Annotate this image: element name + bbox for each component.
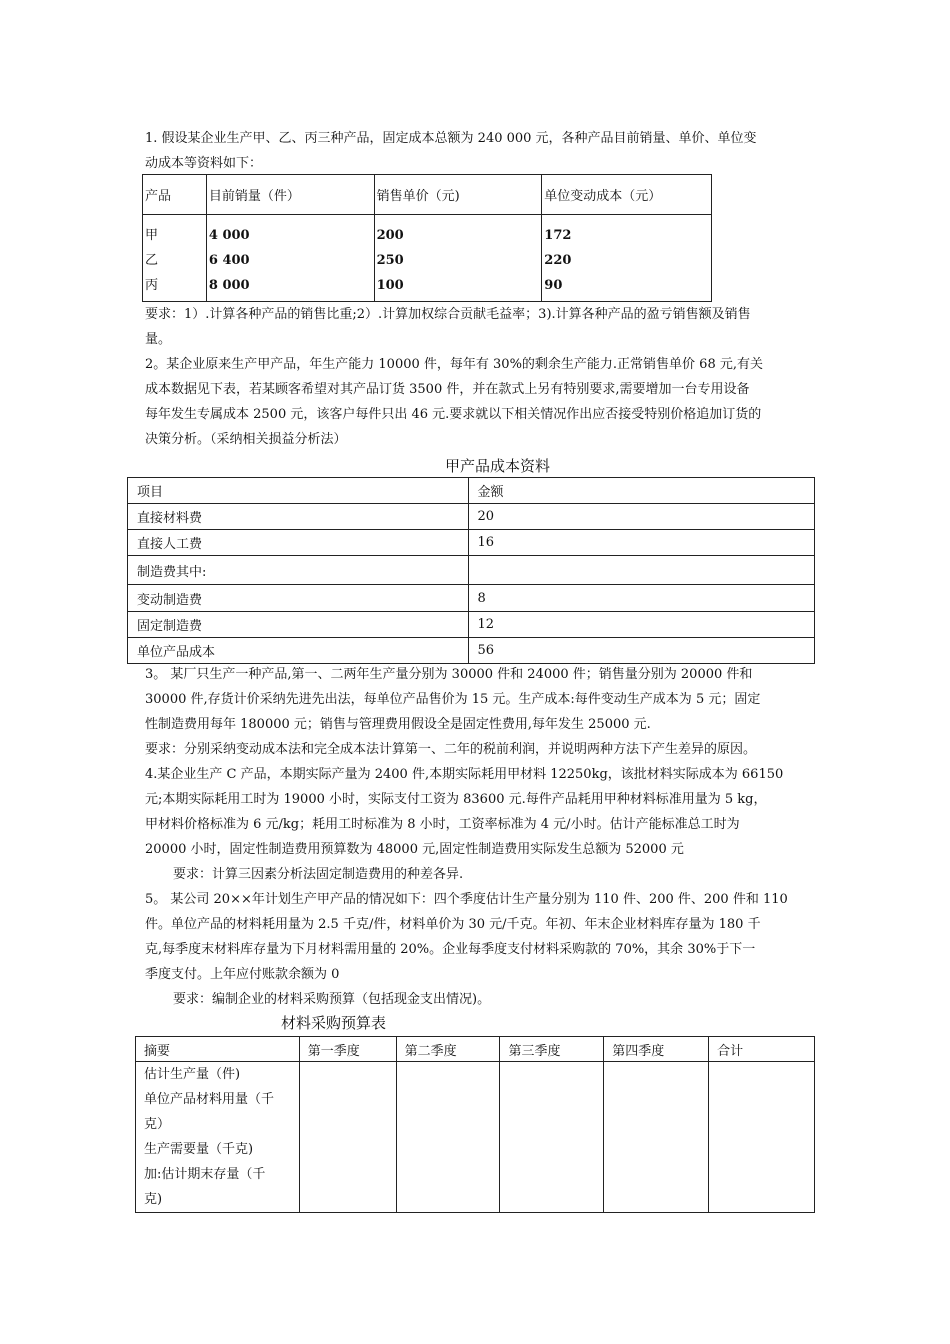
q5-items-cell: [136, 1062, 300, 1213]
q3-line4: 要求：分别采纳变动成本法和完全成本法计算第一、二年的税前利润，并说明两种方法下产生差异的原因。: [145, 742, 757, 757]
q2-amount-cell: [468, 556, 815, 585]
q1-price-value: 250: [376, 253, 404, 268]
q2-cost-table: [127, 477, 815, 664]
q2-line3: 每年发生专属成本 2500 元，该客户每件只出 46 元.要求就以下相关情况作出应否接受特别价格追加订货的: [145, 407, 762, 422]
q5-q2-cell: [396, 1062, 500, 1213]
q1-varcost-cell: [542, 215, 712, 302]
q5-header-q1: 第一季度: [299, 1037, 396, 1062]
q2-table-caption: 甲产品成本资料: [445, 457, 551, 475]
q5-table-caption: 材料采购预算表: [281, 1014, 387, 1032]
q5-header-summary: 摘要: [136, 1037, 300, 1062]
q3-line3: 性制造费用每年 180000 元；销售与管理费用假设全是固定性费用,每年发生 25000 元.: [145, 717, 651, 732]
table-row: [128, 530, 815, 556]
q5-item-label: 单位产品材料用量（千: [144, 1092, 275, 1107]
q1-header-cell: 目前销量（件）: [206, 175, 374, 215]
q5-item-label: 克): [144, 1192, 163, 1207]
q2-item-cell: 直接材料费: [128, 504, 469, 530]
q5-budget-table: [135, 1036, 815, 1213]
q5-q4-cell: [604, 1062, 709, 1213]
q5-header-total: 合计: [709, 1037, 815, 1062]
q1-line2: 动成本等资料如下：: [145, 156, 263, 171]
table-row: [128, 585, 815, 612]
q1-requirement-line1: 要求：1）.计算各种产品的销售比重;2）.计算加权综合贡献毛益率；3).计算各种产品的盈亏销售额及销售: [145, 307, 751, 322]
q2-header-amount: 金额: [468, 478, 815, 504]
q1-product-name: 丙: [145, 278, 159, 293]
q1-product-names-cell: [143, 215, 207, 302]
q4-line4: 20000 小时，固定性制造费用预算数为 48000 元,固定性制造费用实际发生总额为 52000 元: [145, 842, 684, 857]
q1-table-header-row: [143, 175, 712, 215]
q2-line2: 成本数据见下表，若某顾客希望对其产品订货 3500 件，并在款式上另有特别要求,需要增加一台专用设备: [145, 382, 750, 397]
q5-total-cell: [709, 1062, 815, 1213]
q4-line1: 4.某企业生产 C 产品，本期实际产量为 2400 件,本期实际耗用甲材料 12250kg，该批材料实际成本为 66150: [145, 767, 784, 782]
q1-header-cell: 产品: [143, 175, 207, 215]
q1-price-value: 200: [376, 228, 404, 243]
q5-q1-cell: [299, 1062, 396, 1213]
q1-varcost-value: 220: [544, 253, 572, 268]
q1-requirement-line2: 量。: [145, 332, 172, 347]
q1-price-value: 100: [376, 278, 404, 293]
table-row: [128, 612, 815, 638]
q1-volume-value: 6 400: [208, 253, 250, 268]
q1-line1: 1. 假设某企业生产甲、乙、丙三种产品，固定成本总额为 240 000 元，各种产品目前销量、单价、单位变: [145, 131, 757, 146]
q5-requirement: 要求：编制企业的材料采购预算（包括现金支出情况)。: [173, 992, 491, 1007]
q1-product-name: 乙: [145, 253, 159, 268]
q2-item-cell: 制造费其中:: [128, 556, 469, 585]
q4-line2: 元;本期实际耗用工时为 19000 小时，实际支付工资为 83600 元.每件产品耗用甲种材料标准用量为 5 kg，: [145, 792, 767, 807]
table-row: [128, 638, 815, 664]
q5-header-q3: 第三季度: [500, 1037, 604, 1062]
q2-item-cell: 直接人工费: [128, 530, 469, 556]
q3-line2: 30000 件,存货计价采纳先进先出法，每单位产品售价为 15 元。生产成本:每件变动生产成本为 5 元；固定: [145, 692, 761, 707]
q1-product-table: [142, 174, 712, 302]
q1-varcost-value: 172: [544, 228, 572, 243]
q5-line2: 件。单位产品的材料耗用量为 2.5 千克/件，材料单价为 30 元/千克。年初、年末企业材料库存量为 180 千: [145, 917, 761, 932]
q2-line1: 2。某企业原来生产甲产品，年生产能力 10000 件，每年有 30%的剩余生产能力.正常销售单价 68 元,有关: [145, 357, 763, 372]
table-row: [136, 1062, 815, 1213]
table-row: [128, 504, 815, 530]
q2-amount-cell: 56: [468, 638, 815, 664]
q5-item-label: 生产需要量（千克): [144, 1142, 254, 1157]
q1-price-cell: [374, 215, 542, 302]
table-row: [128, 556, 815, 585]
q2-table-header-row: [128, 478, 815, 504]
q1-product-name: 甲: [145, 228, 159, 243]
q2-amount-cell: 16: [468, 530, 815, 556]
q5-table-header-row: [136, 1037, 815, 1062]
q2-item-cell: 变动制造费: [128, 585, 469, 612]
q3-line1: 3。 某厂只生产一种产品,第一、二两年生产量分别为 30000 件和 24000 件；销售量分别为 20000 件和: [145, 667, 753, 682]
q2-item-cell: 固定制造费: [128, 612, 469, 638]
q2-amount-cell: 8: [468, 585, 815, 612]
q1-header-cell: 销售单价（元): [374, 175, 542, 215]
q4-line3: 甲材料价格标准为 6 元/kg；耗用工时标准为 8 小时，工资率标准为 4 元/小时。估计产能标准总工时为: [145, 817, 740, 832]
q1-volume-cell: [206, 215, 374, 302]
q1-volume-value: 8 000: [208, 278, 250, 293]
q5-header-q2: 第二季度: [396, 1037, 500, 1062]
q2-item-cell: 单位产品成本: [128, 638, 469, 664]
q1-table-body-row: [143, 215, 712, 302]
q2-header-item: 项目: [128, 478, 469, 504]
q2-amount-cell: 20: [468, 504, 815, 530]
q5-item-label: 克）: [144, 1117, 171, 1132]
q5-item-label: 估计生产量（件): [144, 1067, 241, 1082]
q5-header-q4: 第四季度: [604, 1037, 709, 1062]
q5-line4: 季度支付。上年应付账款余额为 0: [145, 967, 340, 982]
q5-line1: 5。 某公司 20××年计划生产甲产品的情况如下：四个季度估计生产量分别为 110 件、200 件、200 件和 110: [145, 892, 788, 907]
q2-amount-cell: 12: [468, 612, 815, 638]
q5-line3: 克,每季度末材料库存量为下月材料需用量的 20%。企业每季度支付材料采购款的 70%，其余 30%于下一: [145, 942, 756, 957]
q1-varcost-value: 90: [544, 278, 563, 293]
q4-requirement: 要求：计算三因素分析法固定制造费用的种差各异.: [173, 867, 464, 882]
q2-line4: 决策分析。（采纳相关损益分析法）: [145, 432, 347, 447]
q5-q3-cell: [500, 1062, 604, 1213]
q5-item-label: 加:估计期末存量（千: [144, 1167, 266, 1182]
q1-volume-value: 4 000: [208, 228, 250, 243]
q1-header-cell: 单位变动成本（元）: [542, 175, 712, 215]
